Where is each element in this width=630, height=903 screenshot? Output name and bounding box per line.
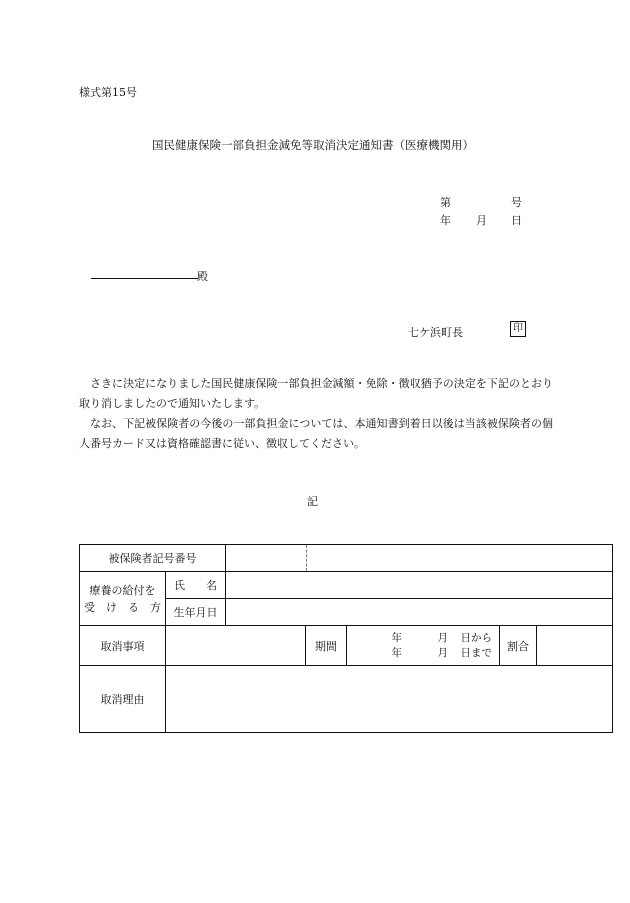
cancel-item-label: 取消事項 (80, 626, 166, 666)
period-field[interactable]: 年 月 日から 年 月 日まで (347, 626, 500, 666)
table-row (80, 572, 613, 599)
form-number: 様式第15号 (79, 86, 137, 99)
cancel-reason-field[interactable] (166, 666, 613, 733)
body-paragraph-2: なお、下記被保険者の今後の一部負担金については、本通知書到着日以後は当該被保険者の個人番号カード又は資格確認書に従い、徴収してください。 (79, 417, 553, 450)
addressee-suffix: 殿 (197, 270, 208, 283)
doc-no-prefix: 第 (440, 196, 451, 209)
date-month: 月 (476, 214, 487, 227)
table-row (80, 545, 613, 572)
body-text (79, 374, 553, 454)
cancellation-table (79, 544, 613, 733)
birthdate-field[interactable] (226, 599, 613, 626)
addressee-line (91, 278, 198, 279)
insured-number-field[interactable] (226, 545, 613, 572)
name-label: 氏 名 (166, 572, 226, 599)
document-date (440, 212, 522, 228)
ratio-field[interactable] (537, 626, 613, 666)
birthdate-label: 生年月日 (166, 599, 226, 626)
table-row (80, 666, 613, 733)
document-number (440, 194, 522, 210)
document-title: 国民健康保険一部負担金減免等取消決定通知書（医療機関用） (152, 138, 474, 152)
cancel-reason-label: 取消理由 (80, 666, 166, 733)
ratio-label: 割合 (500, 626, 537, 666)
seal-mark: 印 (510, 321, 526, 337)
body-paragraph-1: さきに決定になりました国民健康保険一部負担金減額・免除・徴収猶予の決定を下記のとおり取り消しましたので通知いたします。 (79, 377, 553, 410)
period-label: 期間 (306, 626, 347, 666)
date-day: 日 (511, 214, 522, 227)
recipient-label: 療養の給付を 受 け る 方 (80, 572, 166, 626)
doc-no-suffix: 号 (511, 196, 522, 209)
insured-number-label: 被保険者記号番号 (80, 545, 226, 572)
table-row (80, 626, 613, 666)
name-field[interactable] (226, 572, 613, 599)
cancel-item-field[interactable] (166, 626, 306, 666)
issuer-name: 七ケ浜町長 (408, 326, 463, 339)
date-year: 年 (440, 214, 451, 227)
ki-heading: 記 (307, 495, 318, 508)
